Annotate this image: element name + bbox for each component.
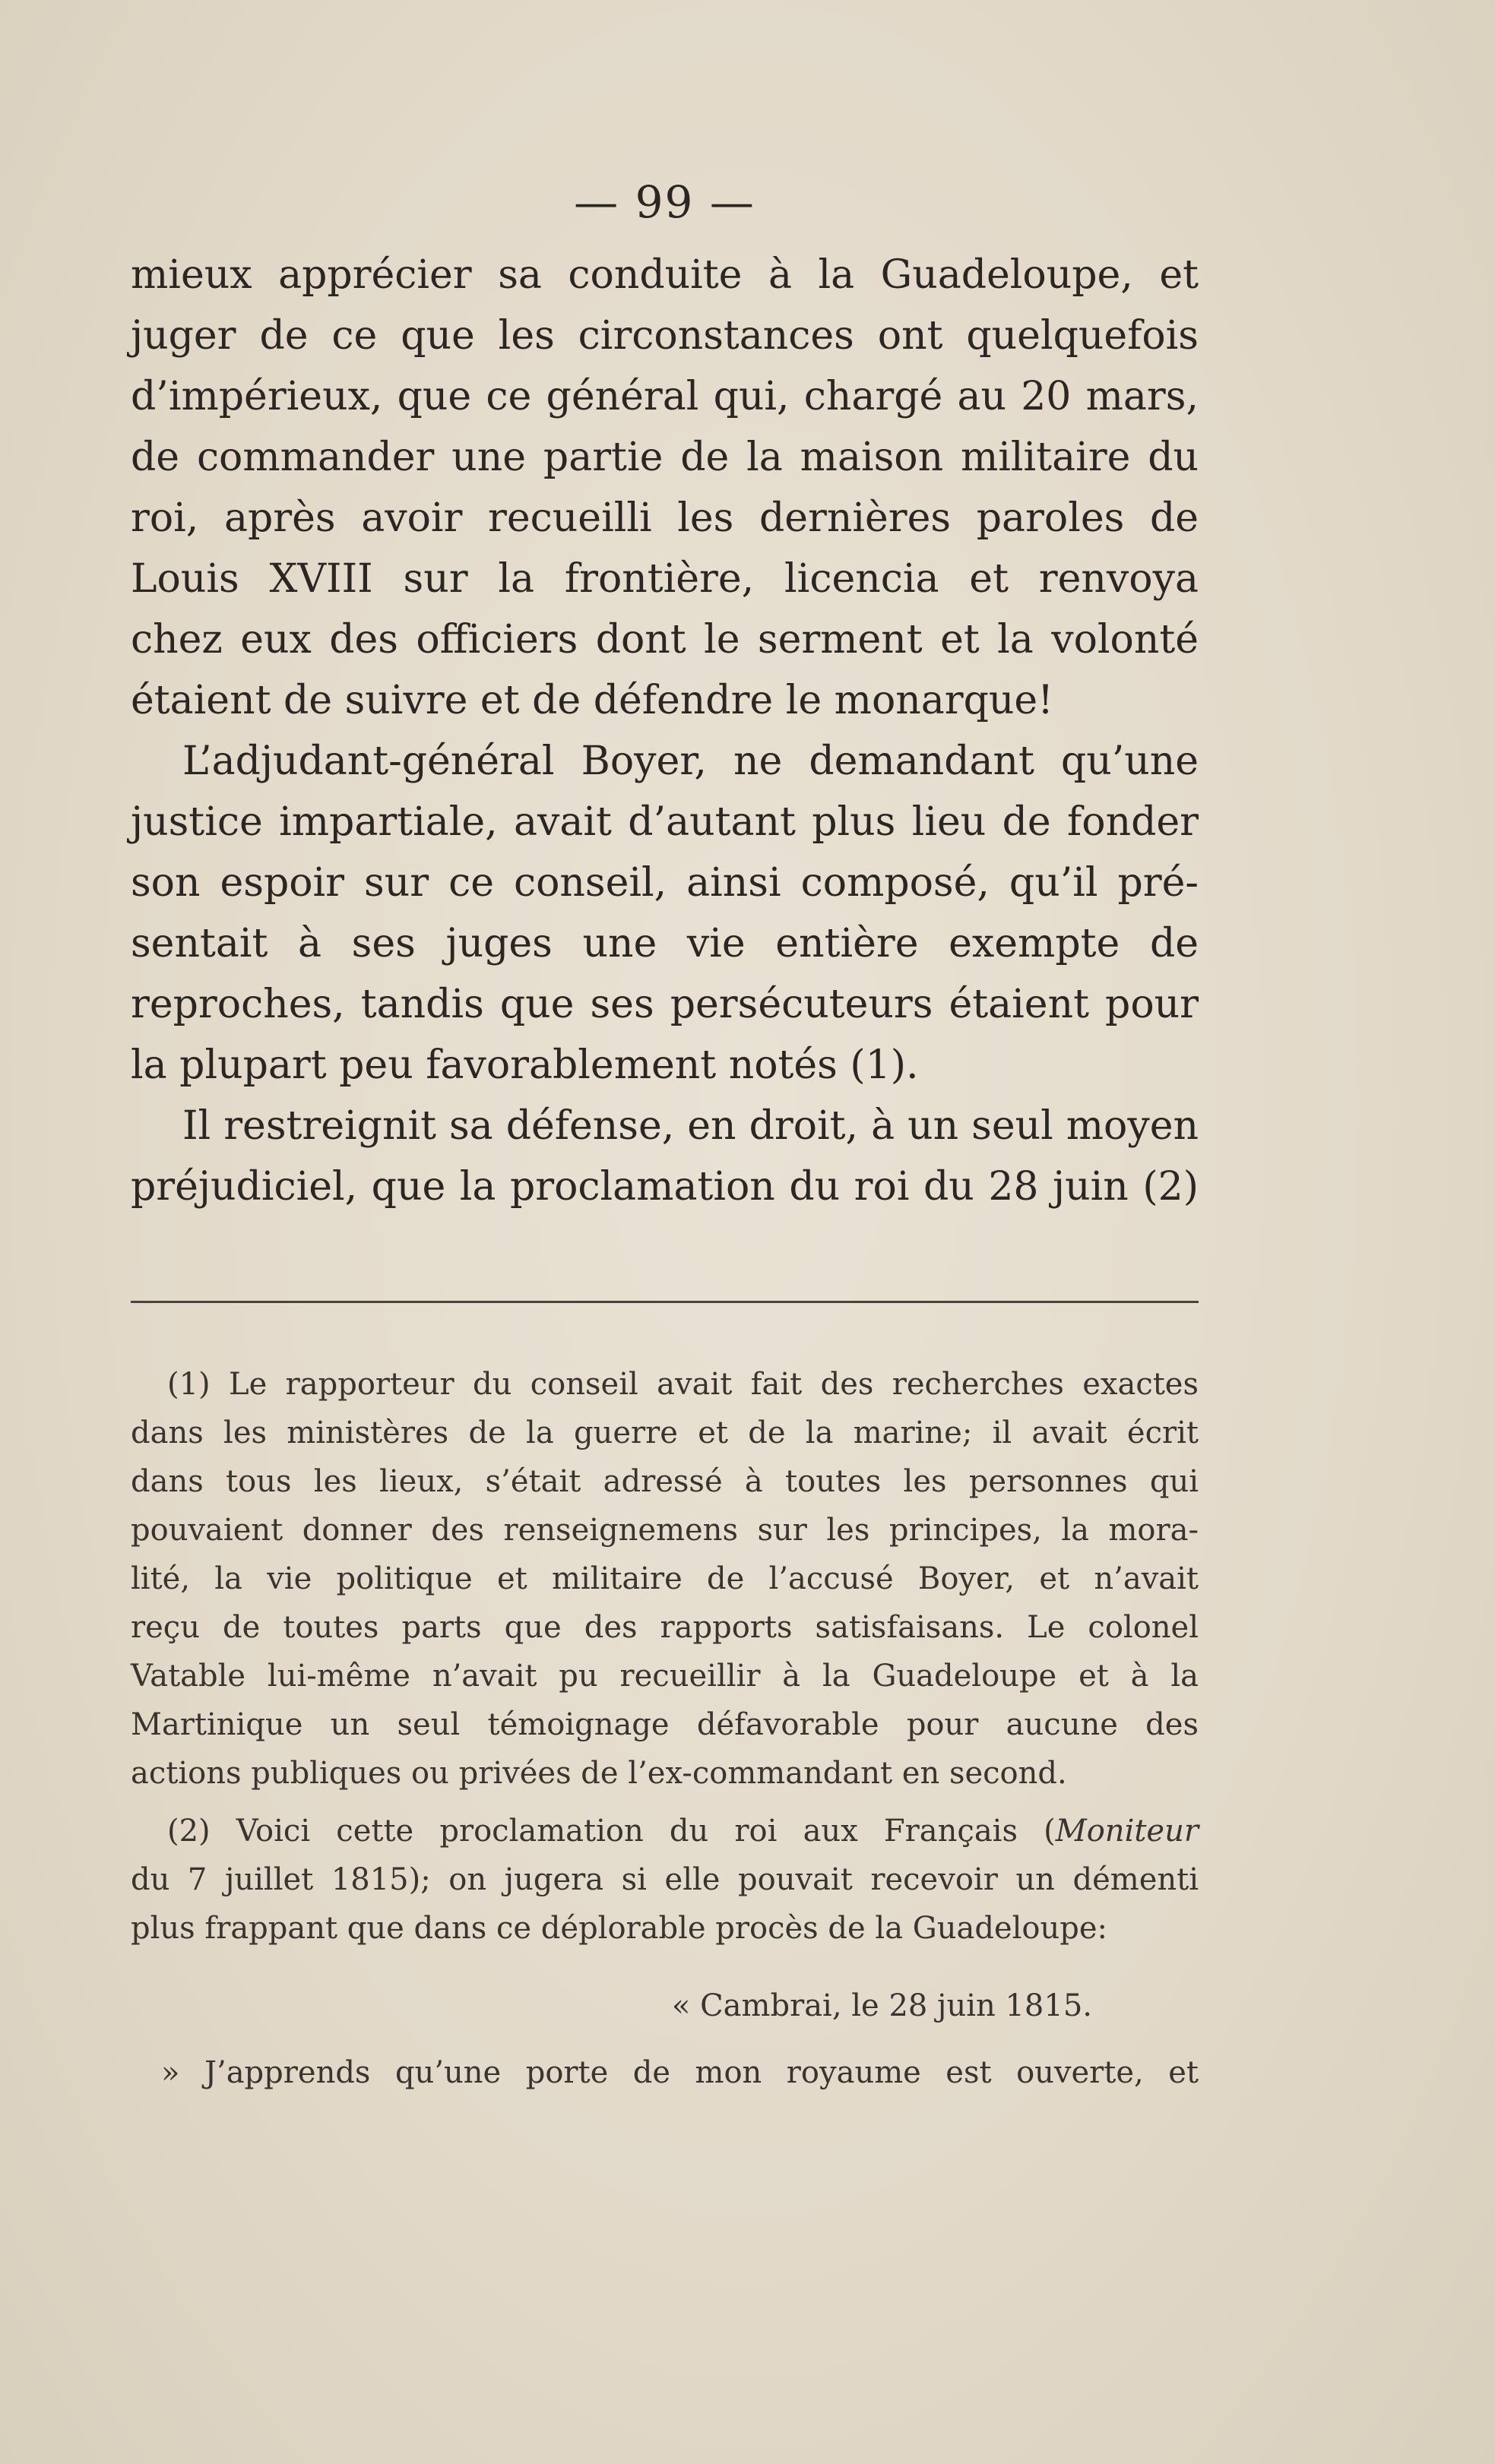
footnote-line: lité, la vie politique et militaire de l’accusé Boyer, et n’avait [131, 1561, 1199, 1596]
body-line: Il restreignit sa défense, en droit, à un seul moyen [182, 1103, 1199, 1149]
footnote-text: (2) Voici cette proclamation du roi aux Français ( [167, 1814, 1056, 1849]
body-line: préjudiciel, que la proclamation du roi du 28 juin (2) [131, 1164, 1199, 1210]
body-line: roi, après avoir recueilli les dernières paroles de [131, 495, 1199, 541]
footnote-italic-source: Moniteur [1055, 1814, 1199, 1849]
footnote-line: actions publiques ou privées de l’ex-commandant en second. [131, 1756, 1067, 1791]
footnote-line: (1) Le rapporteur du conseil avait fait des recherches exactes [167, 1367, 1199, 1402]
proclamation-dateline: « Cambrai, le 28 juin 1815. [671, 1988, 1092, 2023]
footnote-line: dans les ministères de la guerre et de la marine; il avait écrit [131, 1415, 1199, 1450]
body-line: son espoir sur ce conseil, ainsi composé, qu’il pré- [131, 860, 1199, 906]
body-line: de commander une partie de la maison militaire du [131, 435, 1199, 480]
body-line: reproches, tandis que ses persécuteurs étaient pour [131, 982, 1199, 1027]
footnote-line: dans tous les lieux, s’était adressé à toutes les personnes qui [131, 1464, 1199, 1499]
body-line: la plupart peu favorablement notés (1). [131, 1042, 919, 1088]
body-line: juger de ce que les circonstances ont quelquefois [131, 313, 1199, 359]
footnote-line: pouvaient donner des renseignemens sur les principes, la mora- [131, 1513, 1199, 1548]
footnote-line: plus frappant que dans ce déplorable procès de la Guadeloupe: [131, 1911, 1107, 1946]
page-number: — 99 — [574, 176, 755, 228]
body-text [131, 245, 1199, 1217]
body-line: sentait à ses juges une vie entière exempte de [131, 921, 1199, 966]
book-page [131, 0, 1199, 2464]
body-line: Louis XVIII sur la frontière, licencia et renvoya [131, 556, 1199, 602]
body-line: L’adjudant-général Boyer, ne demandant qu’une [182, 739, 1199, 784]
body-line: chez eux des officiers dont le serment et la volonté [131, 617, 1199, 663]
body-line: d’impérieux, que ce général qui, chargé au 20 mars, [131, 374, 1199, 419]
footnote-line [131, 1807, 1199, 1855]
body-line: justice impartiale, avait d’autant plus lieu de fonder [131, 799, 1199, 845]
body-line: étaient de suivre et de défendre le monarque! [131, 678, 1054, 723]
proclamation-line: » J’apprends qu’une porte de mon royaume est ouverte, et [161, 2055, 1199, 2090]
footnote-line: du 7 juillet 1815); on jugera si elle pouvait recevoir un démenti [131, 1862, 1199, 1897]
footnote-line: Martinique un seul témoignage défavorable pour aucune des [131, 1707, 1199, 1742]
footnote-line: reçu de toutes parts que des rapports satisfaisans. Le colonel [131, 1610, 1199, 1645]
footnote-divider [131, 1301, 1199, 1303]
footnotes [131, 1360, 1199, 2097]
footnote-line: Vatable lui-même n’avait pu recueillir à la Guadeloupe et à la [131, 1659, 1199, 1694]
body-line: mieux apprécier sa conduite à la Guadeloupe, et [131, 252, 1199, 298]
